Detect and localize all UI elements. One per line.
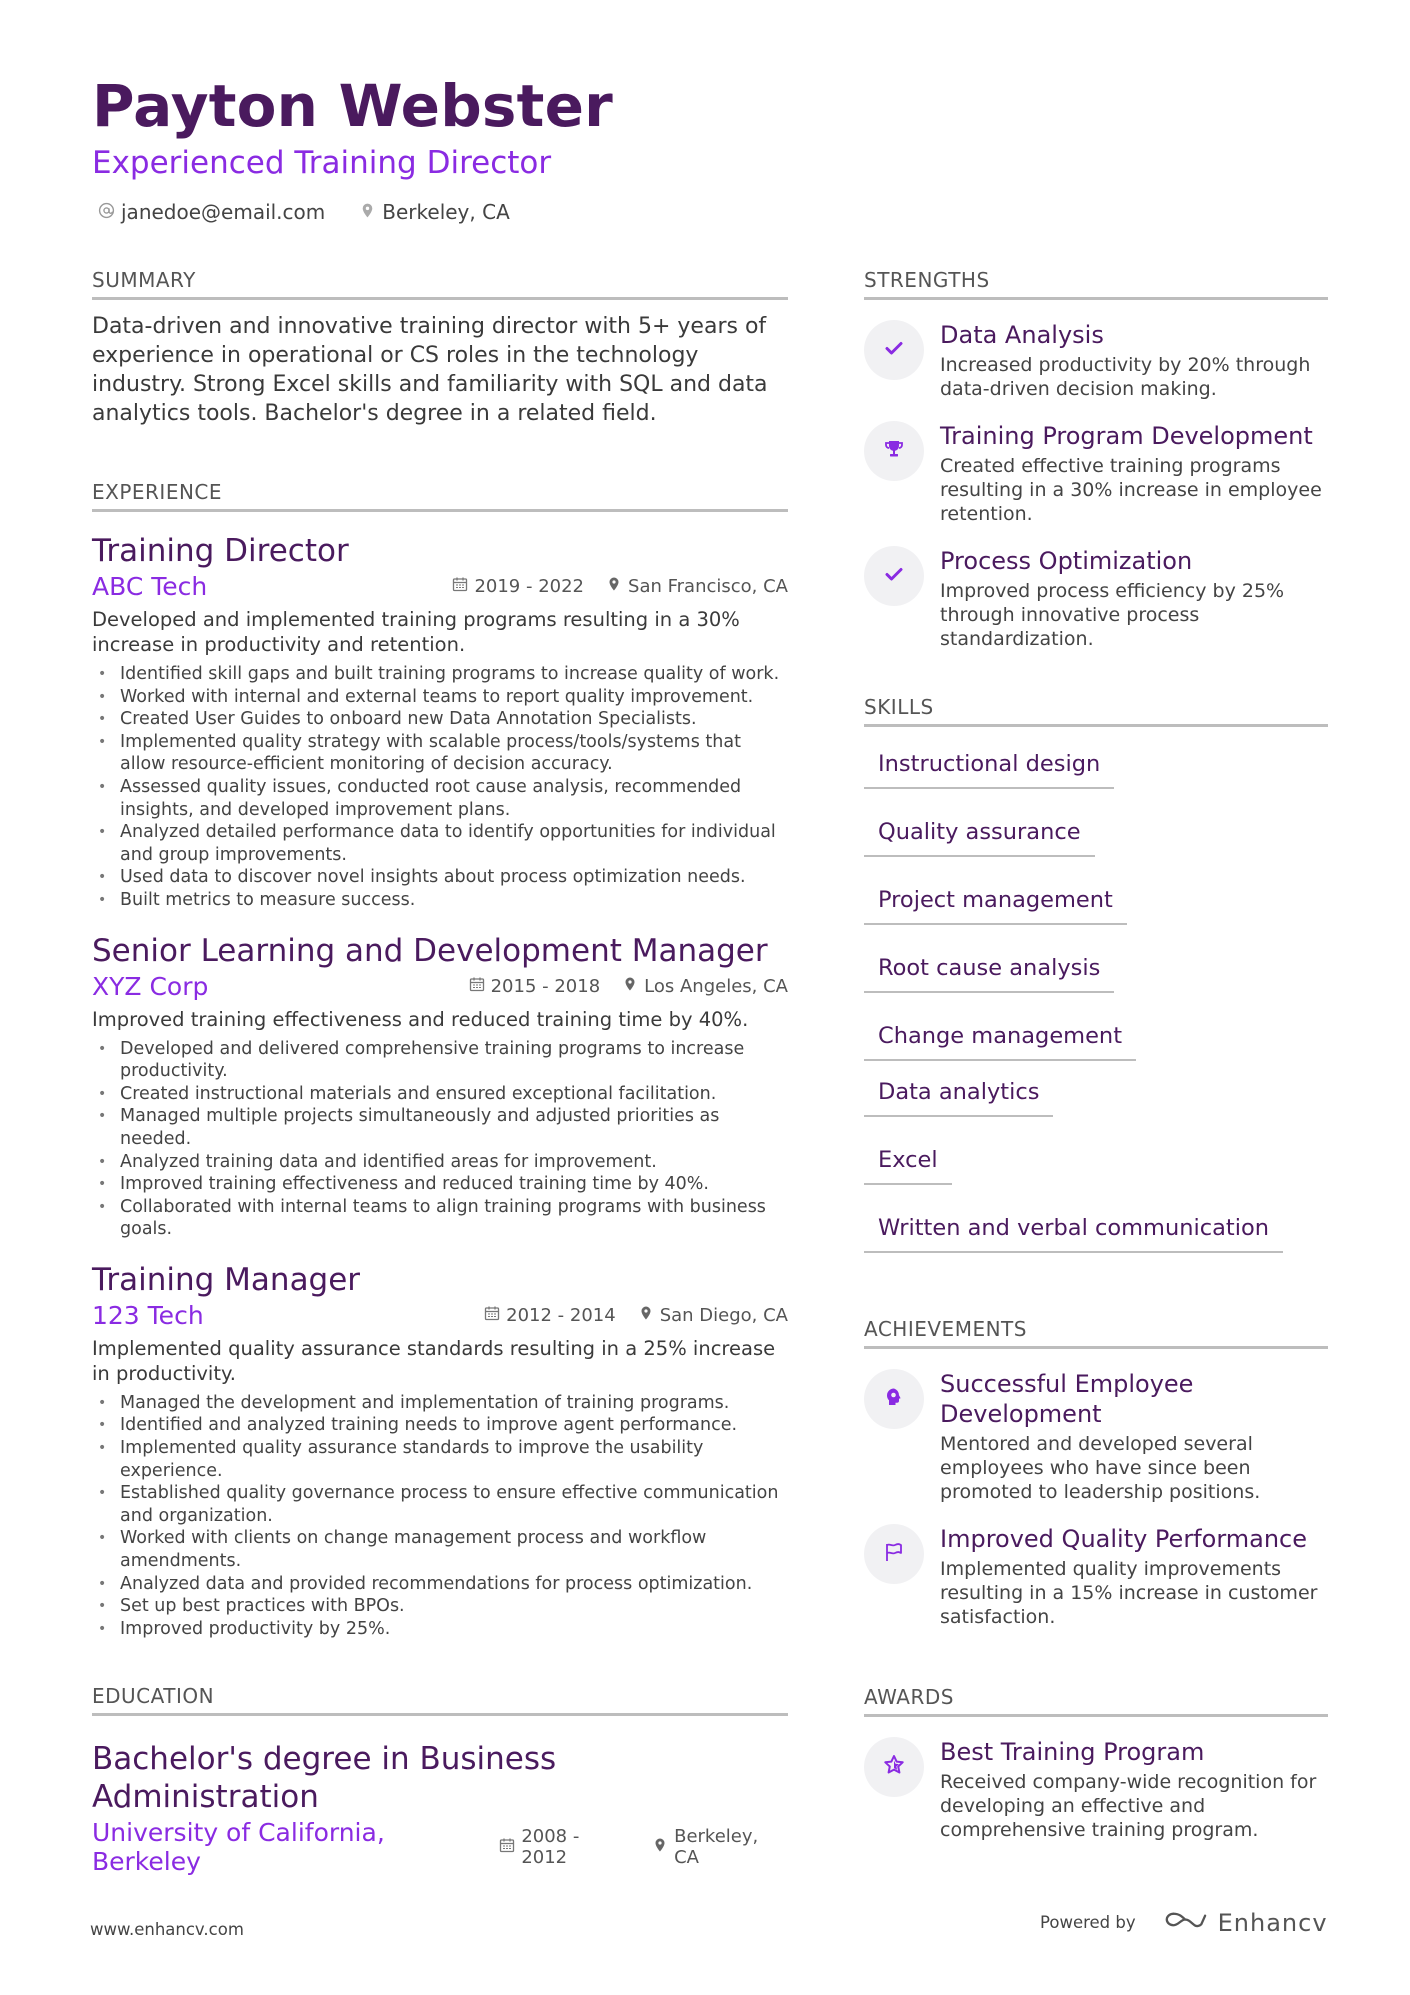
job-description: Implemented quality assurance standards resulting in a 25% increase in productivity. <box>92 1336 776 1385</box>
bullet-item: • Analyzed training data and identified areas for improvement. <box>92 1151 788 1174</box>
strength-item <box>864 421 1328 526</box>
candidate-title: Experienced Training Director <box>92 145 552 181</box>
job-location: San Diego, CA <box>659 1304 788 1326</box>
skills-section <box>864 695 1328 1253</box>
calendar-icon <box>469 976 485 997</box>
strength-title: Training Program Development <box>940 422 1313 450</box>
education-location: Berkeley, CA <box>674 1826 759 1869</box>
skill-tag: Change management <box>864 1017 1136 1061</box>
job-description: Developed and implemented training programs resulting in a 30% increase in productivity and retention. <box>92 608 740 656</box>
achievement-title: Improved Quality Performance <box>940 1525 1308 1553</box>
skill-tag: Data analytics <box>864 1073 1053 1117</box>
job-entry <box>92 932 788 1241</box>
award-desc: Received company-wide recognition for developing an effective and comprehensive training program. <box>940 1771 1317 1841</box>
job-bullets <box>92 1392 788 1641</box>
skill-tag: Excel <box>864 1141 952 1185</box>
job-title: Training Manager <box>92 1261 361 1298</box>
job-description: Improved training effectiveness and reduced training time by 40%. <box>92 1007 749 1031</box>
bullet-item: • Established quality governance process to ensure effective communication and organization. <box>92 1482 788 1527</box>
bullet-item: • Implemented quality strategy with scalable process/tools/systems that allow resource-efficient monitoring of decision accuracy. <box>92 731 788 776</box>
job-bullets <box>92 1038 788 1241</box>
footer-website[interactable]: www.enhancv.com <box>90 1920 244 1939</box>
bullet-item: • Set up best practices with BPOs. <box>92 1595 788 1618</box>
skill-tag: Written and verbal communication <box>864 1209 1283 1253</box>
experience-heading: EXPERIENCE <box>92 480 788 512</box>
map-pin-icon <box>606 576 622 597</box>
check-icon <box>882 562 906 590</box>
bullet-item: • Created instructional materials and ensured exceptional facilitation. <box>92 1083 788 1106</box>
strength-desc: Increased productivity by 20% through data-driven decision making. <box>940 354 1311 400</box>
bullet-item: • Identified skill gaps and built training programs to increase quality of work. <box>92 663 788 686</box>
company-name: XYZ Corp <box>92 971 209 1001</box>
school-name: University of California, Berkeley <box>92 1818 385 1877</box>
star-icon <box>882 1753 906 1781</box>
strength-item <box>864 320 1328 401</box>
skill-tag: Project management <box>864 881 1127 925</box>
bullet-item: • Worked with internal and external teams to report quality improvement. <box>92 686 788 709</box>
job-dates: 2019 - 2022 <box>474 576 585 597</box>
education-section <box>92 1684 788 1876</box>
job-entry <box>92 1261 788 1641</box>
skills-heading: SKILLS <box>864 695 1328 727</box>
education-heading: EDUCATION <box>92 1684 788 1716</box>
left-column <box>92 268 788 1876</box>
job-dates: 2015 - 2018 <box>490 975 601 997</box>
at-icon <box>98 200 115 224</box>
bullet-item: • Improved training effectiveness and reduced training time by 40%. <box>92 1173 788 1196</box>
bullet-item: • Used data to discover novel insights about process optimization needs. <box>92 866 788 889</box>
email-contact[interactable] <box>98 200 325 224</box>
location-text: Berkeley, CA <box>382 200 510 224</box>
head-icon <box>882 1385 906 1413</box>
achievement-item <box>864 1524 1328 1629</box>
experience-section <box>92 480 788 1640</box>
bullet-item: • Improved productivity by 25%. <box>92 1618 788 1641</box>
summary-heading: SUMMARY <box>92 268 788 300</box>
bullet-item: • Worked with clients on change management process and workflow amendments. <box>92 1527 788 1572</box>
strengths-heading: STRENGTHS <box>864 268 1328 300</box>
footer-branding <box>1040 1908 1328 1937</box>
map-pin-icon <box>652 1837 668 1858</box>
strength-item <box>864 546 1328 651</box>
flag-icon <box>882 1540 906 1568</box>
right-column <box>864 268 1328 1842</box>
calendar-icon <box>484 1305 500 1326</box>
bullet-item: • Assessed quality issues, conducted root cause analysis, recommended insights, and developed improvement plans. <box>92 776 788 821</box>
achievement-desc: Mentored and developed several employees who have since been promoted to leadership positions. <box>940 1433 1261 1503</box>
bullet-item: • Analyzed data and provided recommendations for process optimization. <box>92 1573 788 1596</box>
job-location: Los Angeles, CA <box>644 975 788 997</box>
bullet-item: • Managed multiple projects simultaneously and adjusted priorities as needed. <box>92 1105 788 1150</box>
bullet-item: • Collaborated with internal teams to align training programs with business goals. <box>92 1196 788 1241</box>
infinity-logo-icon <box>1162 1908 1208 1937</box>
trophy-icon <box>882 437 906 465</box>
achievements-heading: ACHIEVEMENTS <box>864 1317 1328 1349</box>
calendar-icon <box>499 1837 515 1858</box>
skill-tag: Quality assurance <box>864 813 1095 857</box>
candidate-name: Payton Webster <box>92 72 613 140</box>
bullet-item: • Developed and delivered comprehensive training programs to increase productivity. <box>92 1038 788 1083</box>
skills-list <box>864 745 1328 1253</box>
bullet-item: • Implemented quality assurance standards to improve the usability experience. <box>92 1437 788 1482</box>
achievement-desc: Implemented quality improvements resulting in a 15% increase in customer satisfaction. <box>940 1558 1318 1628</box>
skill-tag: Root cause analysis <box>864 949 1114 993</box>
award-title: Best Training Program <box>940 1738 1205 1766</box>
job-bullets <box>92 663 788 912</box>
map-pin-icon <box>638 1305 654 1326</box>
awards-heading: AWARDS <box>864 1685 1328 1717</box>
bullet-item: • Created User Guides to onboard new Data Annotation Specialists. <box>92 708 788 731</box>
location-contact <box>359 200 509 224</box>
job-title: Training Director <box>92 533 349 569</box>
summary-section <box>92 268 788 428</box>
map-pin-icon <box>622 976 638 997</box>
brand-name: Enhancv <box>1217 1908 1328 1937</box>
awards-section <box>864 1685 1328 1842</box>
skill-tag: Instructional design <box>864 745 1114 789</box>
check-icon <box>882 336 906 364</box>
achievement-item <box>864 1369 1328 1504</box>
email-text: janedoe@email.com <box>121 200 326 224</box>
summary-text: Data-driven and innovative training director with 5+ years of experience in operational or CS roles in the technology industry. Strong Excel skills and familiarity with SQL and data analytics tools. Bachelor's degree in a related field. <box>92 314 768 426</box>
strength-title: Data Analysis <box>940 321 1104 349</box>
education-dates: 2008 - 2012 <box>521 1826 580 1869</box>
job-title: Senior Learning and Development Manager <box>92 932 768 969</box>
achievements-section <box>864 1317 1328 1629</box>
powered-by-label: Powered by <box>1040 1913 1136 1932</box>
strength-desc: Created effective training programs resulting in a 30% increase in employee retention. <box>940 455 1322 525</box>
award-item <box>864 1737 1328 1842</box>
job-dates: 2012 - 2014 <box>506 1304 616 1326</box>
strengths-section <box>864 268 1328 651</box>
bullet-item: • Built metrics to measure success. <box>92 889 788 912</box>
bullet-item: • Identified and analyzed training needs to improve agent performance. <box>92 1414 788 1437</box>
strength-title: Process Optimization <box>940 547 1193 575</box>
enhancv-logo[interactable] <box>1162 1908 1328 1937</box>
contact-info <box>98 200 510 224</box>
company-name: 123 Tech <box>92 1300 204 1330</box>
job-entry <box>92 532 788 912</box>
calendar-icon <box>452 576 468 597</box>
degree-title: Bachelor's degree in Business Administration <box>92 1741 557 1816</box>
map-pin-icon <box>359 200 376 224</box>
strength-desc: Improved process efficiency by 25% through innovative process standardization. <box>940 580 1285 650</box>
job-location: San Francisco, CA <box>628 576 788 597</box>
bullet-item: • Analyzed detailed performance data to identify opportunities for individual and group improvements. <box>92 821 788 866</box>
bullet-item: • Managed the development and implementation of training programs. <box>92 1392 788 1415</box>
company-name: ABC Tech <box>92 572 208 601</box>
achievement-title: Successful Employee Development <box>940 1370 1194 1428</box>
